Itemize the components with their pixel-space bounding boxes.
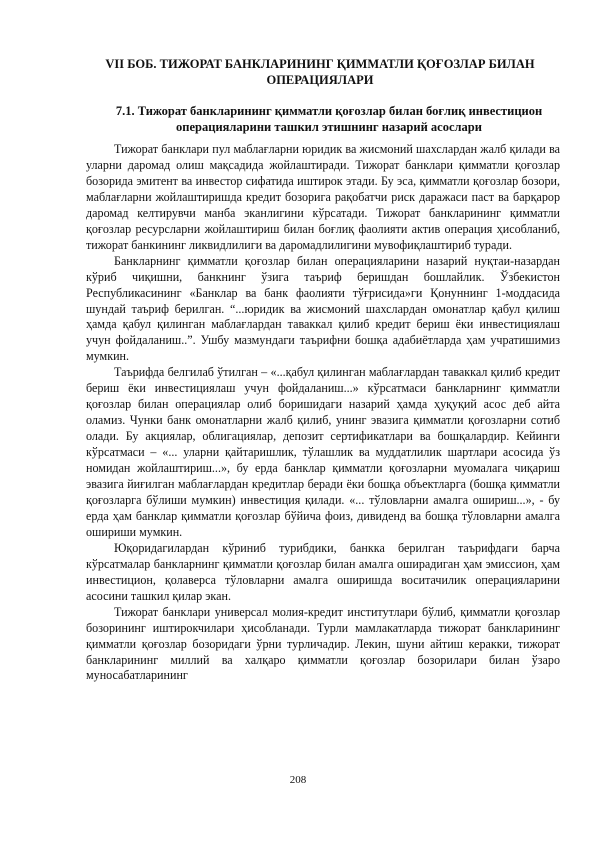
paragraph: Юқоридагилардан кўриниб турибдики, банкка берилган таърифдаги барча кўрсатмалар банкларнинг қимматли қоғозлар билан амалга оширадиган ҳам эмиссион, ҳам инвестицион, қолаверса тўловларни амалга оширишда воситачилик операцияларини асосини ташкил қилар экан. bbox=[86, 540, 560, 603]
paragraph: Таърифда белгилаб ўтилган – «...қабул қилинган маблағлардан таваккал қилиб кредит бериш ёки инвестициялаш учун фойдаланиш...» кўрсатмаси банкларнинг қимматли қоғозлар билан операциялар олиб боришидаги назарий ҳамда ҳуқуқий асос деб айта оламиз. Чунки банк омонатларни жалб қилиб, унинг эвазига қимматли қоғозларни сотиб олади. Бу акциялар, облигациялар, депозит сертификатлари ва бошқалардир. Кейинги кўрсатмаси – «... уларни қайтаришлик, тўлашлик ва муддатлилик шартлари асосида ўз номидан жойлаштириш...», бу ерда банклар қимматли қоғозларни муомалага чиқариш эвазига йиғилган маблағлардан кредитлар беради ёки бошқа объектларга (бошқа қимматли қоғозларга бўлиши мумкин) инвестиция қилади. «... тўловларни амалга ошириш...», - бу ерда ҳам банклар қимматли қоғозлар бўйича фоиз, дивиденд ва бошқа тўловларни амалга ошириши мумкин. bbox=[86, 365, 560, 539]
chapter-title: VII БОБ. ТИЖОРАТ БАНКЛАРИНИНГ ҚИММАТЛИ ҚОҒОЗЛАР БИЛАН ОПЕРАЦИЯЛАРИ bbox=[105, 57, 535, 87]
paragraph: Тижорат банклари пул маблағларни юридик ва жисмоний шахслардан жалб қилади ва уларни даромад олиш мақсадида жойлаштиради. Тижорат банклари қимматли қоғозлар бозорида эмитент ва инвестор сифатида иштирок этади. Бу эса, қимматли қоғозлар бозори, маблағларни жойлаштиришда кредит бозорига рақобатчи риск даражаси паст ва барқарор даромад келтирувчи манба эканлигини кўрсатади. Тижорат банкларининг қимматли қоғозлар ресурсларни жойлаштириш билан боғлиқ фаолияти актив операция ҳисобланиб, тижорат банкининг ликвидлилиги ва даромадлилигини мувофиқлаштириб туради. bbox=[86, 142, 560, 252]
section-title: 7.1. Тижорат банкларининг қимматли қоғозлар билан боғлиқ инвестицион операцияларини ташкил этишнинг назарий асослари bbox=[115, 104, 543, 134]
paragraph: Банкларнинг қимматли қоғозлар билан операцияларини назарий нуқтаи-назардан кўриб чиқишни, банкнинг ўзига таъриф беришдан бошлайлик. Ўзбекистон Республикасининг «Банклар ва банк фаолияти тўғрисида»ги Қонуннинг 1-моддасида шундай таъриф берилган. “...юридик ва жисмоний шахслардан омонатлар қабул қилиш ҳамда қабул қилинган маблағлардан таваккал қилиб кредит бериш ёки инвестициялаш учун фойдаланиш..”. Ушбу мазмундаги таърифни бошқа адабиётларда ҳам учратишимиз мумкин. bbox=[86, 253, 560, 364]
body-text bbox=[86, 142, 560, 684]
page-number: 208 bbox=[289, 774, 307, 786]
paragraph: Тижорат банклари универсал молия-кредит институтлари бўлиб, қимматли қоғозлар бозорининг иштирокчилари ҳисобланади. Турли мамлакатларда тижорат банкларининг қимматли қоғозлар бозоридаги ўрни турличадир. Лекин, шуни айтиш керакки, тижорат банкларининг миллий ва халқаро қимматли қоғозлар бозорилари билан ўзаро муносабатларининг bbox=[86, 604, 560, 683]
